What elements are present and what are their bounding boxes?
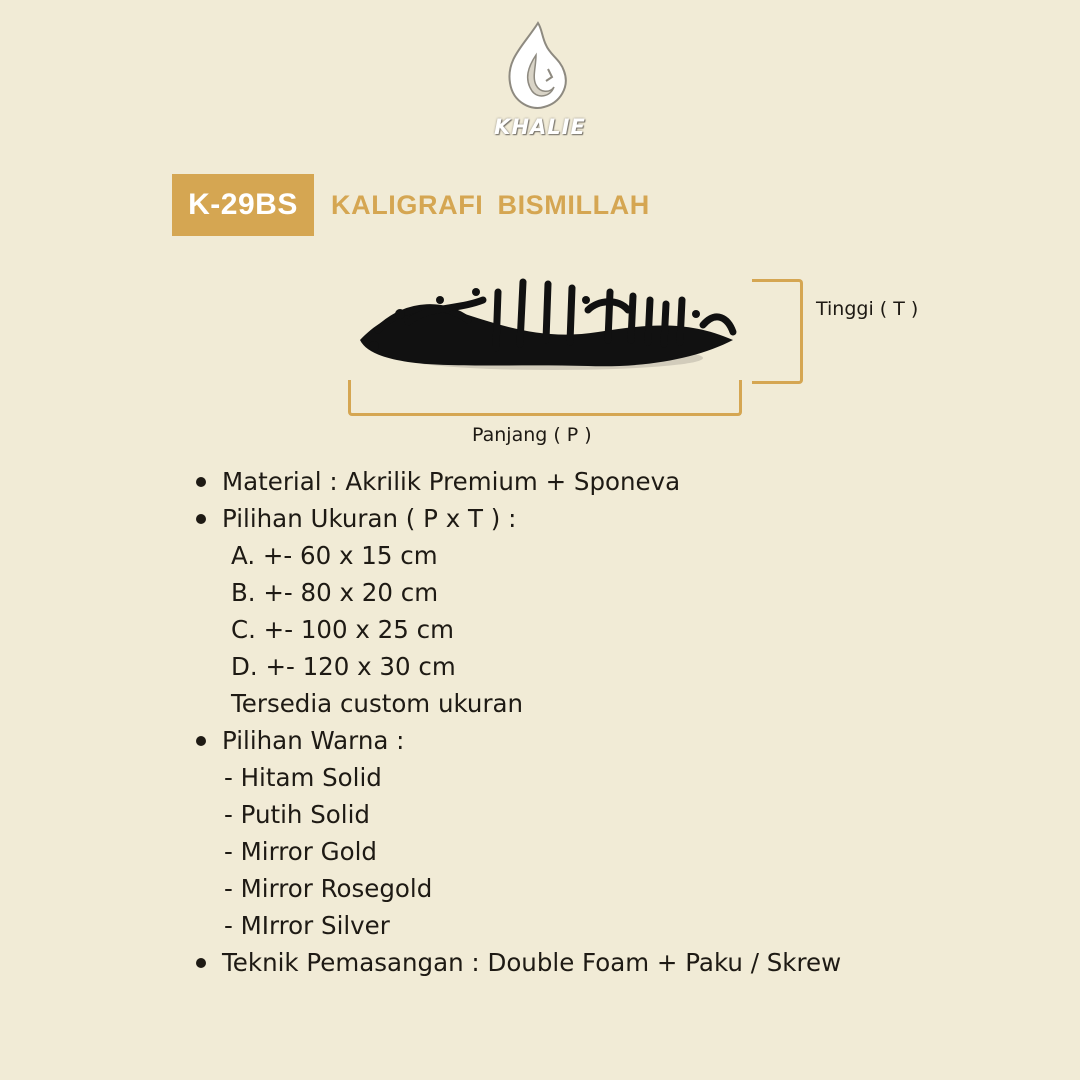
- spec-installation: [196, 944, 841, 981]
- spec-list: [196, 463, 841, 981]
- height-dimension-bracket: [752, 279, 803, 384]
- color-option: - Mirror Rosegold: [224, 874, 433, 903]
- spec-color-heading: [196, 722, 841, 759]
- bullet-icon: [196, 958, 206, 968]
- spec-material-text: Material : Akrilik Premium + Sponeva: [222, 467, 681, 496]
- flame-emblem-icon: [480, 15, 600, 115]
- product-title: KALIGRAFI BISMILLAH: [331, 190, 650, 220]
- spec-size-heading-text: Pilihan Ukuran ( P x T ) :: [222, 504, 517, 533]
- size-option: A. +- 60 x 15 cm: [231, 541, 438, 570]
- width-dimension-label: Panjang ( P ): [472, 424, 592, 446]
- spec-size-heading: [196, 500, 841, 537]
- color-option: - Hitam Solid: [224, 763, 382, 792]
- spec-color-heading-text: Pilihan Warna :: [222, 726, 405, 755]
- size-option: C. +- 100 x 25 cm: [231, 615, 454, 644]
- size-custom-note: Tersedia custom ukuran: [231, 689, 524, 718]
- calligraphy-artwork: [348, 270, 748, 385]
- width-dimension-bracket: [348, 380, 742, 416]
- bullet-icon: [196, 514, 206, 524]
- brand-wordmark: KHALIE: [494, 115, 586, 139]
- size-option: D. +- 120 x 30 cm: [231, 652, 456, 681]
- color-option: - MIrror Silver: [224, 911, 390, 940]
- spec-material: [196, 463, 841, 500]
- color-option: - Putih Solid: [224, 800, 370, 829]
- height-dimension-label: Tinggi ( T ): [816, 298, 919, 320]
- bullet-icon: [196, 477, 206, 487]
- spec-installation-text: Teknik Pemasangan : Double Foam + Paku / Skrew: [222, 948, 842, 977]
- brand-logo: [480, 15, 600, 145]
- color-option: - Mirror Gold: [224, 837, 377, 866]
- product-code-badge: K-29BS: [172, 174, 314, 236]
- size-option: B. +- 80 x 20 cm: [231, 578, 439, 607]
- bullet-icon: [196, 736, 206, 746]
